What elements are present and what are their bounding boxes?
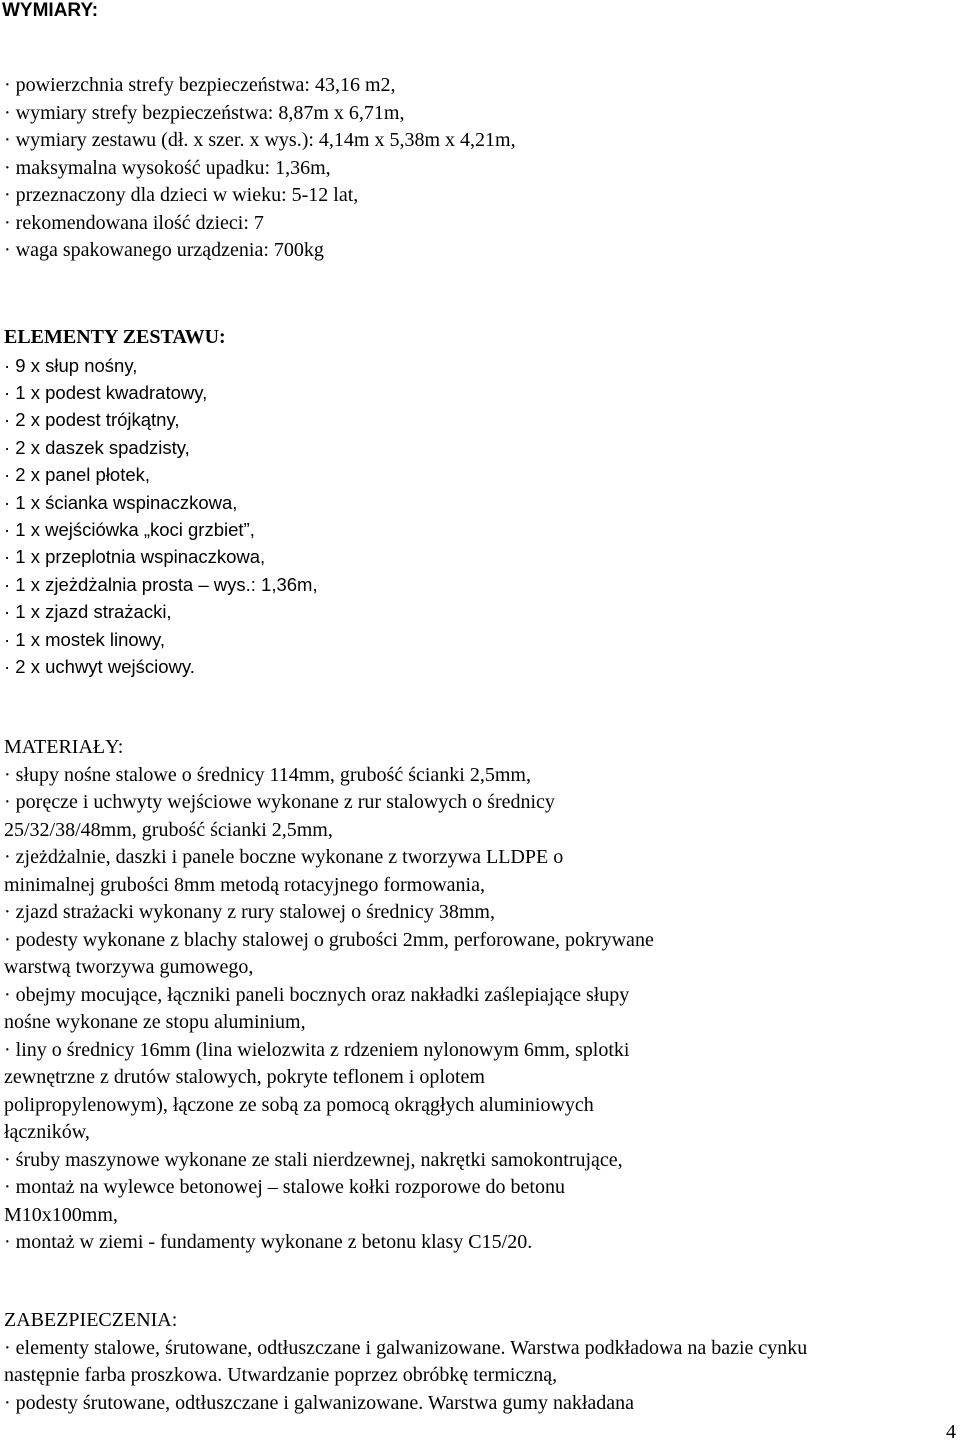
text-line: polipropylenowym), łączone ze sobą za pomocą okrągłych aluminiowych <box>4 1093 594 1116</box>
section-title-zabezpieczenia: ZABEZPIECZENIA: <box>4 1309 178 1331</box>
text-line: łączników, <box>4 1121 90 1143</box>
text-line: · elementy stalowe, śrutowane, odtłuszczane i galwanizowane. Warstwa podkładowa na bazie cynku <box>4 1336 808 1359</box>
text-line: nośne wykonane ze stopu aluminium, <box>4 1011 306 1033</box>
text-line: · poręcze i uchwyty wejściowe wykonane z rur stalowych o średnicy <box>4 791 555 813</box>
list-item: · 2 x panel płotek, <box>4 464 151 486</box>
list-item: · 1 x zjazd strażacki, <box>4 601 172 623</box>
list-item: · 1 x zjeżdżalnia prosta – wys.: 1,36m, <box>4 573 318 595</box>
text-line: · liny o średnicy 16mm (lina wielozwita z rdzeniem nylonowym 6mm, splotki <box>4 1038 630 1061</box>
list-item: · maksymalna wysokość upadku: 1,36m, <box>4 156 331 179</box>
list-item: · 1 x mostek linowy, <box>4 628 166 650</box>
text-line: · montaż w ziemi - fundamenty wykonane z betonu klasy C15/20. <box>4 1231 533 1253</box>
section-title-materialy: MATERIAŁY: <box>4 736 124 758</box>
list-item: · powierzchnia strefy bezpieczeństwa: 43,16 m2, <box>4 74 396 96</box>
text-line: zewnętrzne z drutów stalowych, pokryte teflonem i oplotem <box>4 1066 485 1088</box>
list-item: · 1 x wejściówka „koci grzbiet”, <box>4 518 255 540</box>
list-item: · przeznaczony dla dzieci w wieku: 5-12 lat, <box>4 184 359 206</box>
list-item: · 2 x podest trójkątny, <box>4 409 180 431</box>
text-line: 25/32/38/48mm, grubość ścianki 2,5mm, <box>4 818 333 841</box>
page-number: 4 <box>946 1421 956 1443</box>
list-item: · wymiary zestawu (dł. x szer. x wys.): 4,14m x 5,38m x 4,21m, <box>4 129 516 151</box>
zabezpieczenia-section <box>4 1307 956 1417</box>
materialy-section <box>4 734 956 1257</box>
text-line: · zjazd strażacki wykonany z rury stalowej o średnicy 38mm, <box>4 901 495 923</box>
section-title-elementy: ELEMENTY ZESTAWU: <box>4 326 226 348</box>
text-line: · montaż na wylewce betonowej – stalowe kołki rozporowe do betonu <box>4 1176 565 1198</box>
list-item: · 1 x ścianka wspinaczkowa, <box>4 491 238 513</box>
text-line: · zjeżdżalnie, daszki i panele boczne wykonane z tworzywa LLDPE o <box>4 846 564 868</box>
text-line: · podesty śrutowane, odtłuszczane i galwanizowane. Warstwa gumy nakładana <box>4 1391 635 1414</box>
list-item: · 2 x daszek spadzisty, <box>4 436 190 458</box>
text-line: minimalnej grubości 8mm metodą rotacyjnego formowania, <box>4 873 485 896</box>
wymiary-list <box>4 72 956 265</box>
list-item: · rekomendowana ilość dzieci: 7 <box>4 211 264 234</box>
text-line: · podesty wykonane z blachy stalowej o grubości 2mm, perforowane, pokrywane <box>4 928 654 951</box>
list-item: · wymiary strefy bezpieczeństwa: 8,87m x 6,71m, <box>4 101 405 124</box>
text-line: warstwą tworzywa gumowego, <box>4 956 254 978</box>
list-item: · 2 x uchwyt wejściowy. <box>4 655 195 677</box>
elementy-section <box>4 324 956 680</box>
list-item: · 1 x podest kwadratowy, <box>4 381 208 403</box>
text-line: · słupy nośne stalowe o średnicy 114mm, grubość ścianki 2,5mm, <box>4 763 531 786</box>
list-item: · waga spakowanego urządzenia: 700kg <box>4 239 324 261</box>
list-item: · 1 x przeplotnia wspinaczkowa, <box>4 546 266 568</box>
section-title-wymiary: WYMIARY: <box>2 0 99 21</box>
list-item: · 9 x słup nośny, <box>4 354 138 376</box>
text-line: następnie farba proszkowa. Utwardzanie poprzez obróbkę termiczną, <box>4 1364 558 1386</box>
text-line: · śruby maszynowe wykonane ze stali nierdzewnej, nakrętki samokontrujące, <box>4 1148 623 1171</box>
text-line: · obejmy mocujące, łączniki paneli bocznych oraz nakładki zaślepiające słupy <box>4 983 630 1006</box>
text-line: M10x100mm, <box>4 1203 118 1226</box>
